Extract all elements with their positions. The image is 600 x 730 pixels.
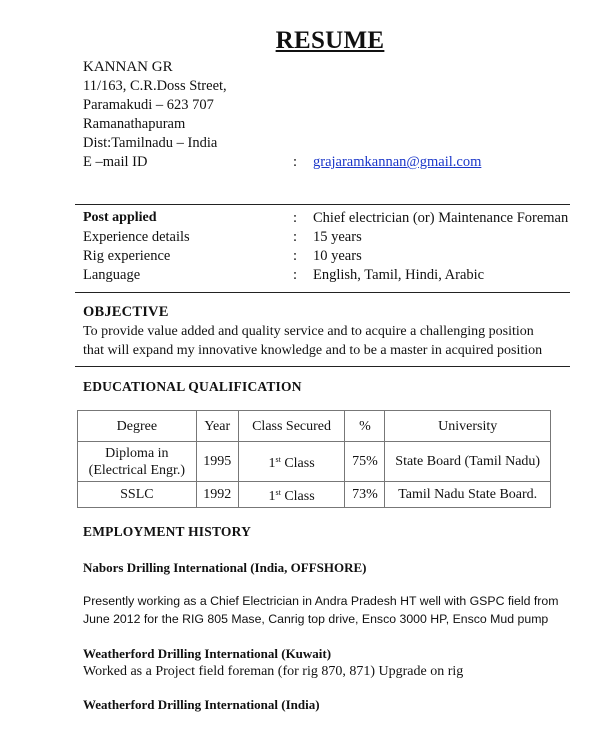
education-table xyxy=(77,410,551,508)
email-link[interactable]: grajaramkannan@gmail.com xyxy=(313,154,482,170)
email-label: E –mail ID xyxy=(83,154,148,170)
candidate-name: KANNAN GR xyxy=(83,59,173,75)
company-name: Weatherford Drilling International (India) xyxy=(83,697,320,712)
class-superscript: st xyxy=(275,488,281,497)
language-label: Language xyxy=(83,267,141,283)
experience-label: Experience details xyxy=(83,229,190,245)
class-cell xyxy=(238,442,345,482)
year-cell: 1995 xyxy=(196,442,238,482)
company-name: Nabors Drilling International (India, OFFSHORE) xyxy=(83,560,367,575)
degree-cell: SSLC xyxy=(78,482,197,508)
divider xyxy=(75,292,570,293)
column-header-university: University xyxy=(385,411,551,442)
job-description-line: Presently working as a Chief Electrician in Andra Pradesh HT well with GSPC field from xyxy=(83,594,559,608)
degree-line: Diploma in xyxy=(105,445,169,461)
percent-cell: 73% xyxy=(345,482,385,508)
table-header-row xyxy=(78,411,551,442)
address-line-4: Dist:Tamilnadu – India xyxy=(83,135,218,151)
experience-value: 15 years xyxy=(313,229,362,245)
table-row xyxy=(78,482,551,508)
percent-cell: 75% xyxy=(345,442,385,482)
email-colon: : xyxy=(293,154,298,170)
job-description-line: Worked as a Project field foreman (for rig 870, 871) Upgrade on rig xyxy=(83,664,464,679)
objective-line-2: that will expand my innovative knowledge and to be a master in acquired position xyxy=(83,343,543,358)
detail-colon: : xyxy=(293,210,298,226)
objective-line-1: To provide value added and quality service and to acquire a challenging position xyxy=(83,324,534,339)
year-cell: 1992 xyxy=(196,482,238,508)
education-heading: EDUCATIONAL QUALIFICATION xyxy=(83,379,302,394)
rig-experience-value: 10 years xyxy=(313,248,362,264)
address-line-3: Ramanathapuram xyxy=(83,116,186,132)
job-description-line: June 2012 for the RIG 805 Mase, Canrig top drive, Ensco 3000 HP, Ensco Mud pump xyxy=(83,612,549,626)
class-word: Class xyxy=(284,456,315,471)
university-cell: State Board (Tamil Nadu) xyxy=(385,442,551,482)
table-row xyxy=(78,442,551,482)
divider xyxy=(75,204,570,205)
address-line-1: 11/163, C.R.Doss Street, xyxy=(83,78,227,94)
column-header-degree: Degree xyxy=(78,411,197,442)
address-line-2: Paramakudi – 623 707 xyxy=(83,97,214,113)
objective-heading: OBJECTIVE xyxy=(83,304,169,320)
resume-title: RESUME xyxy=(275,27,385,54)
class-cell xyxy=(238,482,345,508)
detail-colon: : xyxy=(293,267,298,283)
post-applied-label: Post applied xyxy=(83,210,157,225)
degree-line: (Electrical Engr.) xyxy=(88,462,186,478)
employment-heading: EMPLOYMENT HISTORY xyxy=(83,524,252,539)
column-header-percent: % xyxy=(345,411,385,442)
degree-cell xyxy=(78,442,197,482)
divider xyxy=(75,366,570,367)
class-number: 1 xyxy=(268,489,276,504)
detail-colon: : xyxy=(293,229,298,245)
detail-colon: : xyxy=(293,248,298,264)
rig-experience-label: Rig experience xyxy=(83,248,171,264)
university-cell: Tamil Nadu State Board. xyxy=(385,482,551,508)
class-superscript: st xyxy=(275,455,281,464)
post-applied-value: Chief electrician (or) Maintenance Foreman xyxy=(313,210,569,226)
class-number: 1 xyxy=(268,456,276,471)
class-word: Class xyxy=(284,489,315,504)
column-header-class: Class Secured xyxy=(238,411,345,442)
language-value: English, Tamil, Hindi, Arabic xyxy=(313,267,485,283)
company-name: Weatherford Drilling International (Kuwait) xyxy=(83,646,332,661)
column-header-year: Year xyxy=(196,411,238,442)
